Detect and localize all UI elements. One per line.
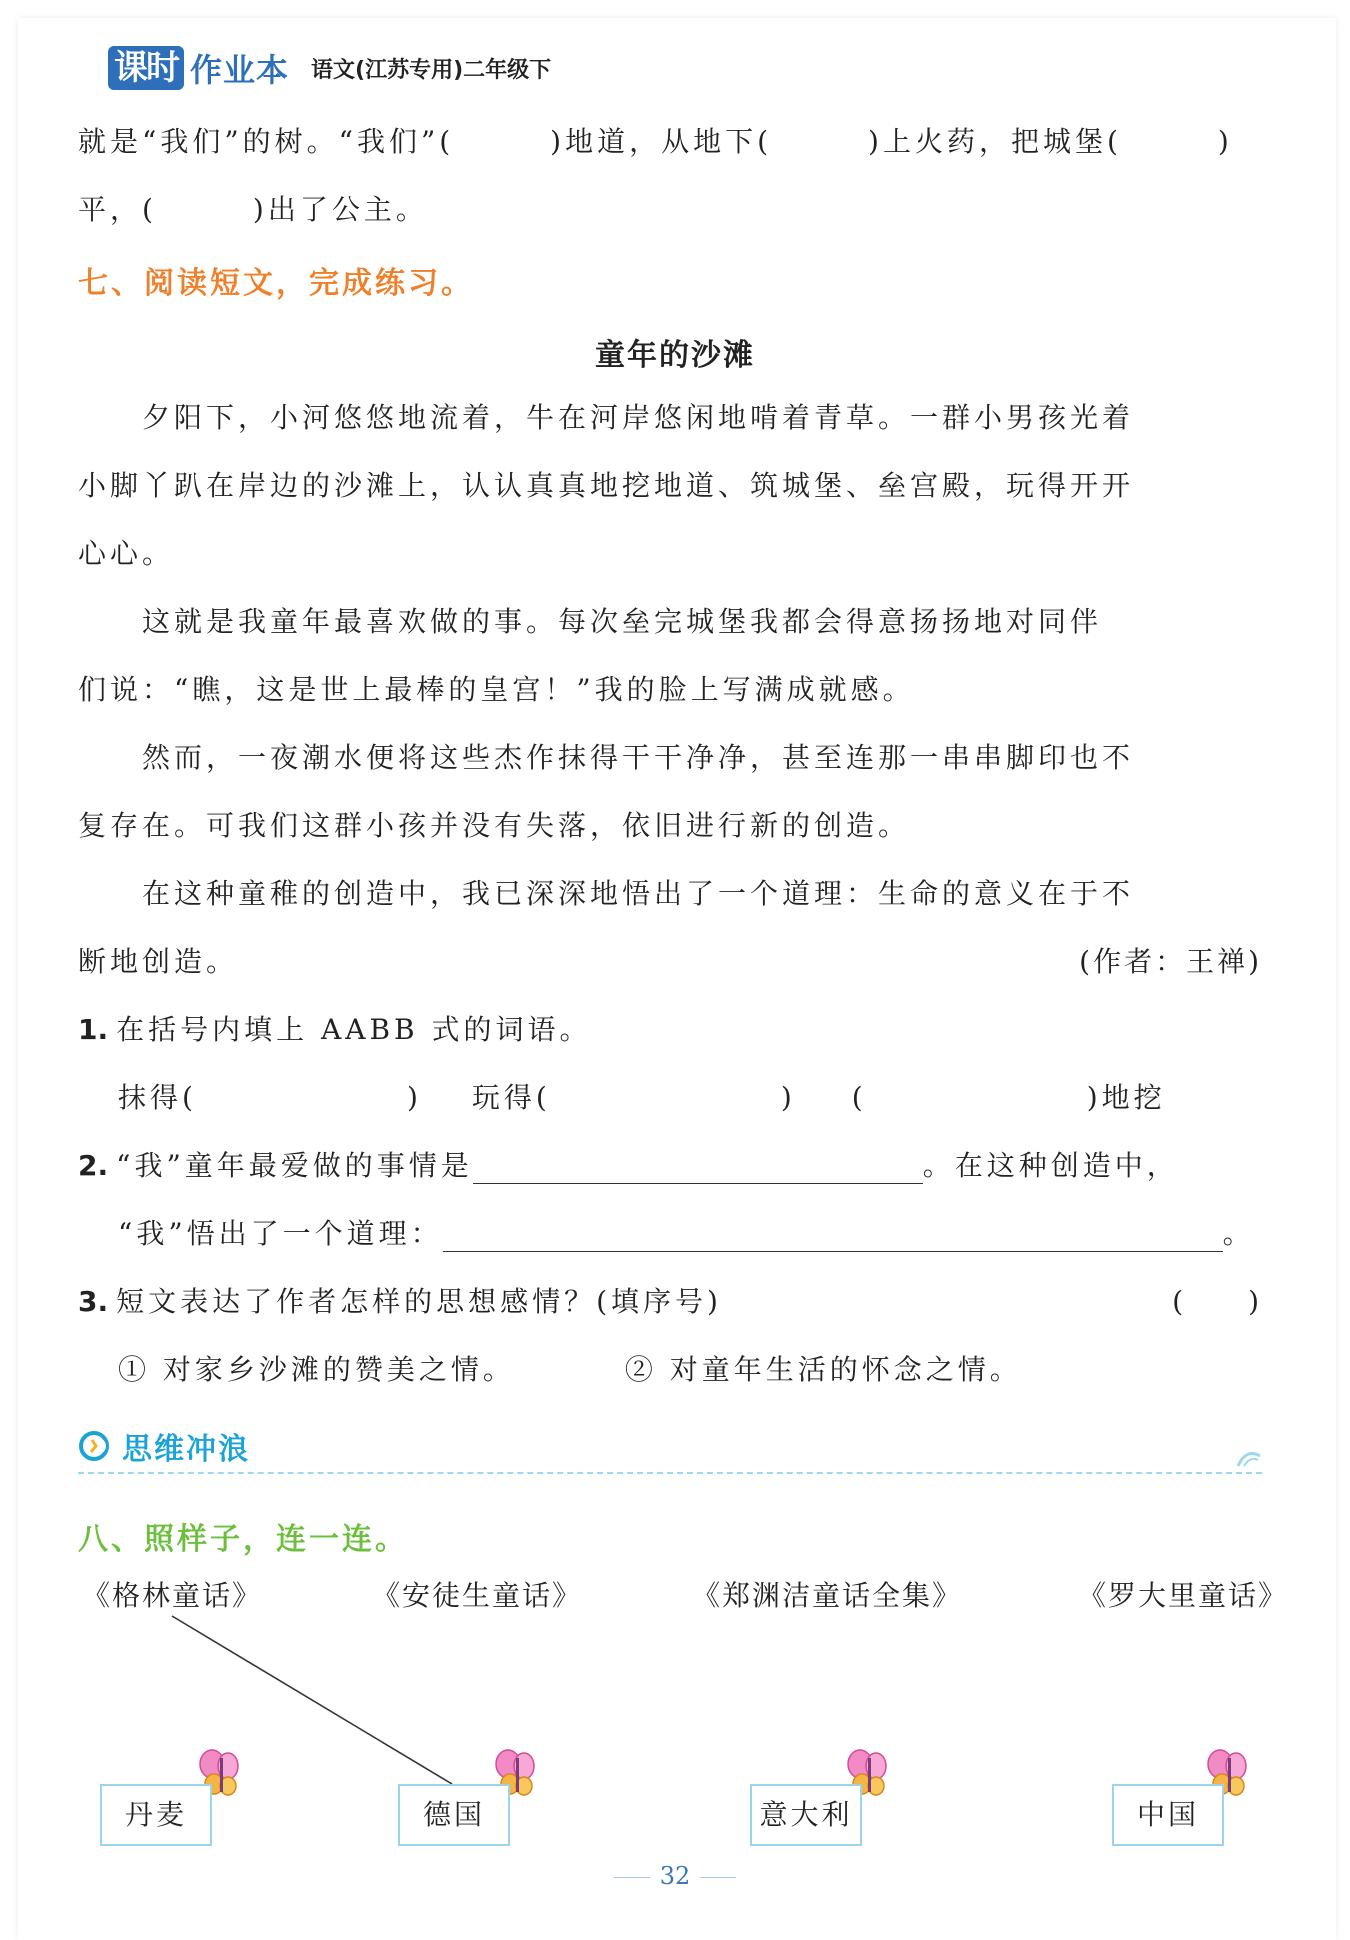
question-text: 短文表达了作者怎样的思想感情？(填序号): [116, 1285, 722, 1318]
passage-line: 复存在。可我们这群小孩并没有失落，依旧进行新的创造。: [78, 809, 911, 842]
thinking-section-label: 思维冲浪: [122, 1432, 250, 1467]
passage-line: 夕阳下，小河悠悠地流着，牛在河岸悠闲地啃着青草。一群小男孩光着: [78, 401, 1135, 434]
country-denmark[interactable]: 丹麦: [100, 1784, 212, 1846]
book-rodari[interactable]: 《罗大里童话》: [1078, 1579, 1289, 1612]
page-number-rule-right: [700, 1877, 736, 1878]
section-8-heading: 八、照样子，连一连。: [78, 1522, 408, 1557]
passage-title: 童年的沙滩: [595, 338, 755, 373]
blank-b-label: 玩得(: [471, 1081, 551, 1114]
option-2: ② 对童年生活的怀念之情。: [624, 1353, 1022, 1386]
passage-line: 断地创造。: [78, 945, 239, 978]
passage-line: 在这种童稚的创造中，我已深深地悟出了一个道理：生命的意义在于不: [78, 877, 1135, 910]
question-number: 2.: [78, 1149, 109, 1182]
previous-exercise-line-2: 平，( )出了公主。: [78, 193, 428, 226]
brand-logo: 课时: [108, 46, 184, 90]
previous-exercise-line-1: 就是“我们”的树。“我们”( )地道，从地下( )上火药，把城堡( ): [78, 125, 1233, 158]
question-text: 在括号内填上 AABB 式的词语。: [116, 1013, 592, 1046]
question-text: “我”悟出了一个道理：: [118, 1217, 443, 1250]
subject-grade: 语文(江苏专用)二年级下: [311, 57, 552, 83]
section-7-heading: 七、阅读短文，完成练习。: [78, 266, 474, 301]
question-text: “我”童年最爱做的事情是: [116, 1149, 473, 1182]
blank-a-close: ): [406, 1081, 422, 1114]
question-number: 3.: [78, 1285, 109, 1318]
blank-c-open: (: [851, 1081, 867, 1114]
book-andersen[interactable]: 《安徒生童话》: [372, 1579, 583, 1612]
country-italy[interactable]: 意大利: [750, 1784, 862, 1846]
blank-b-close: ): [780, 1081, 796, 1114]
passage-line: 小脚丫趴在岸边的沙滩上，认认真真地挖地道、筑城堡、垒宫殿，玩得开开: [78, 469, 1135, 502]
question-number: 1.: [78, 1013, 109, 1046]
page-number-rule-left: [614, 1877, 650, 1878]
passage-line: 然而，一夜潮水便将这些杰作抹得干干净净，甚至连那一串串脚印也不: [78, 741, 1135, 774]
passage-line: 们说：“瞧，这是世上最棒的皇宫！”我的脸上写满成就感。: [78, 673, 915, 706]
country-germany[interactable]: 德国: [398, 1784, 510, 1846]
blank-c-label: )地挖: [1086, 1081, 1166, 1114]
book-zheng-yuanjie[interactable]: 《郑渊洁童话全集》: [692, 1579, 963, 1612]
passage-line: 这就是我童年最喜欢做的事。每次垒完城堡我都会得意扬扬地对同伴: [78, 605, 1103, 638]
book-grimm[interactable]: 《格林童话》: [82, 1579, 263, 1612]
option-1: ① 对家乡沙滩的赞美之情。: [118, 1353, 515, 1386]
country-china[interactable]: 中国: [1112, 1784, 1224, 1846]
passage-author: (作者：王禅): [1079, 945, 1262, 978]
blank-a-label: 抹得(: [118, 1081, 197, 1114]
question-text-cont: 。在这种创造中，: [922, 1149, 1179, 1182]
brand-name: 作业本: [190, 51, 290, 89]
page-number: [0, 1862, 1350, 1890]
passage-line: 心心。: [78, 537, 175, 570]
answer-bracket[interactable]: ( ): [1172, 1285, 1262, 1318]
page-number-value: 32: [659, 1862, 691, 1890]
period: 。: [1222, 1217, 1255, 1250]
